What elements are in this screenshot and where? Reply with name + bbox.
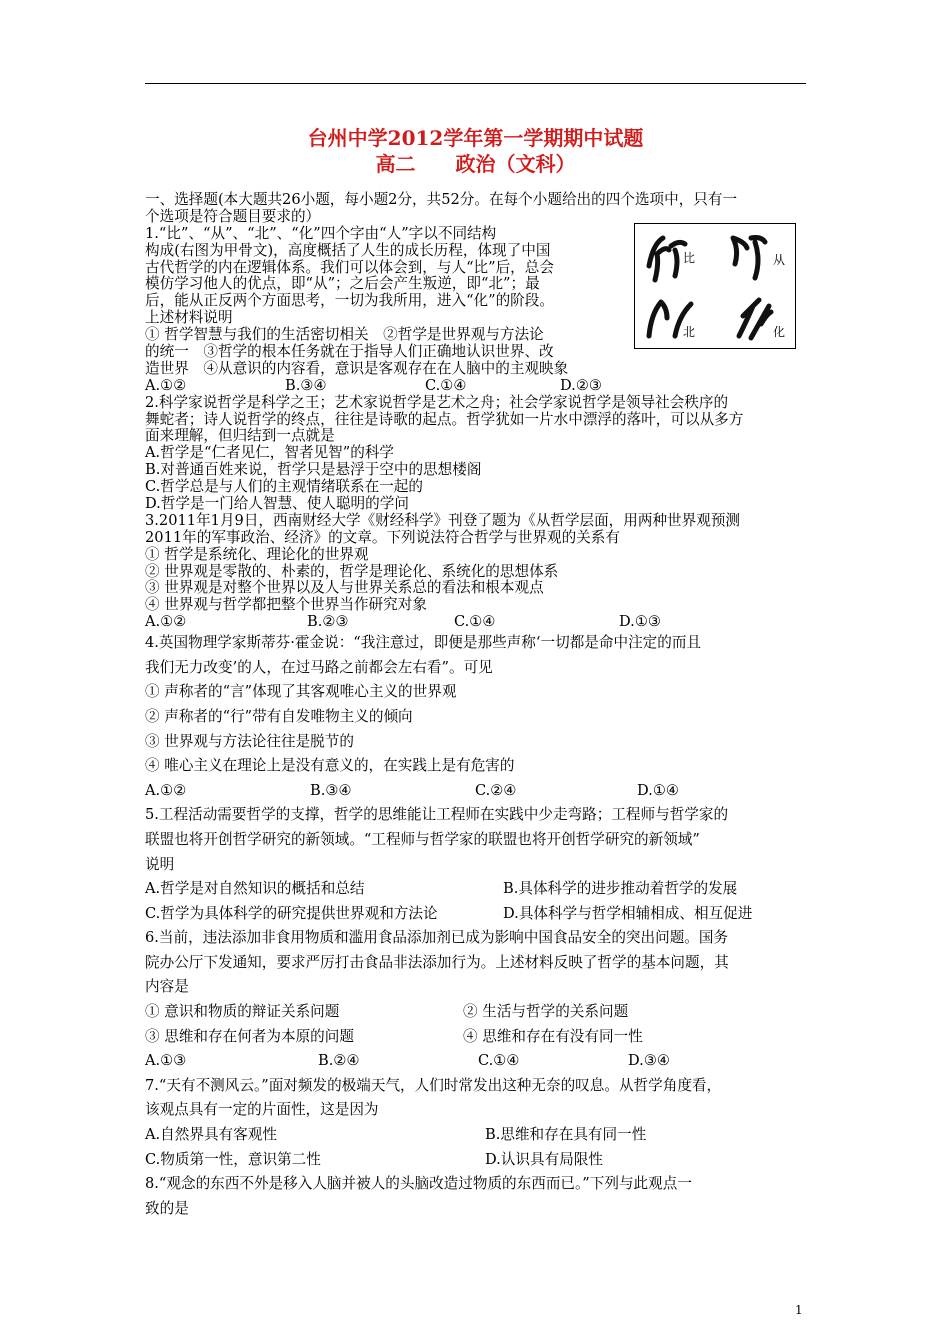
text-line: 的统一 ③哲学的根本任务就在于指导人们正确地认识世界、改 — [145, 343, 554, 361]
header-rule — [145, 83, 806, 84]
text-line: 古代哲学的内在逻辑体系。我们可以体会到，与人“比”后，总会 — [145, 258, 554, 276]
text-line: C.哲学总是与人们的主观情绪联系在一起的 — [145, 478, 423, 496]
q5-options-row — [145, 877, 806, 902]
q7-options-row — [145, 1123, 806, 1148]
q7-options-row — [145, 1148, 806, 1173]
text-line: 联盟也将开创哲学研究的新领域。“工程师与哲学家的联盟也将开创哲学研究的新领域” — [145, 830, 700, 848]
statement: ② 生活与哲学的关系问题 — [463, 1003, 629, 1021]
option: A.①② — [145, 781, 187, 799]
text-line: 一、选择题(本大题共26小题，每小题2分，共52分。在每个小题给出的四个选项中，只有一 — [145, 191, 738, 208]
statement: ③ 思维和存在何者为本原的问题 — [145, 1027, 354, 1045]
text-line: ① 哲学智慧与我们的生活密切相关 ②哲学是世界观与方法论 — [145, 326, 544, 344]
page-number: 1 — [795, 1303, 803, 1317]
text-line: 内容是 — [145, 978, 189, 996]
q6-items-row — [145, 1025, 806, 1050]
fig-label-bei: 北 — [683, 325, 696, 339]
option: D.③④ — [628, 1052, 670, 1070]
option: A.①② — [145, 376, 187, 394]
q1-options — [145, 378, 806, 395]
text-line: 7.“天有不测风云。”面对频发的极端天气，人们时常发出这种无奈的叹息。从哲学角度看， — [145, 1076, 722, 1094]
q6-items-row — [145, 1000, 806, 1025]
text-line: ④ 唯心主义在理论上是没有意义的，在实践上是有危害的 — [145, 757, 515, 775]
fig-label-cong: 从 — [773, 253, 786, 267]
option: A.自然界具有客观性 — [145, 1126, 277, 1144]
option: C.哲学为具体科学的研究提供世界观和方法论 — [145, 904, 438, 922]
exam-title: 台州中学2012学年第一学期期中试题 — [307, 126, 644, 150]
fig-label-hua: 化 — [773, 325, 786, 339]
q4-options — [145, 779, 806, 804]
exam-body — [145, 192, 806, 1221]
text-line: ④ 世界观与哲学都把整个世界当作研究对象 — [145, 596, 427, 614]
option: D.②③ — [560, 376, 602, 394]
text-line: ① 哲学是系统化、理论化的世界观 — [145, 545, 369, 563]
text-line: ② 声称者的“行”带有自发唯物主义的倾向 — [145, 707, 413, 725]
option: B.②③ — [307, 613, 349, 631]
option: B.思维和存在具有同一性 — [485, 1126, 647, 1144]
text-line: 2011年的军事政治、经济》的文章。下列说法符合哲学与世界观的关系有 — [145, 528, 620, 546]
text-line: 个选项是符合题目要求的） — [145, 207, 321, 225]
option: C.物质第一性，意识第二性 — [145, 1150, 321, 1168]
text-line: D.哲学是一门给人智慧、使人聪明的学问 — [145, 495, 409, 513]
text-line: 我们无力改变’的人，在过马路之前都会左右看”。可见 — [145, 658, 493, 676]
text-line: 8.“观念的东西不外是移入人脑并被人的头脑改造过物质的东西而已。”下列与此观点一 — [145, 1175, 692, 1193]
option: B.②④ — [318, 1052, 360, 1070]
q6-options — [145, 1049, 806, 1074]
text-line: 构成(右图为甲骨文)，高度概括了人生的成长历程，体现了中国 — [145, 241, 551, 259]
text-line: 说明 — [145, 855, 175, 873]
option: C.①④ — [454, 613, 496, 631]
text-line: 2.科学家说哲学是科学之王；艺术家说哲学是艺术之舟；社会学家说哲学是领导社会秩序的 — [145, 393, 729, 411]
text-line: A.哲学是“仁者见仁，智者见智”的科学 — [145, 444, 395, 462]
option: C.①④ — [478, 1052, 520, 1070]
option: B.具体科学的进步推动着哲学的发展 — [503, 880, 738, 898]
text-line: 上述材料说明 — [145, 309, 233, 327]
option: D.①③ — [619, 613, 661, 631]
text-line: 舞蛇者；诗人说哲学的终点，往往是诗歌的起点。哲学犹如一片水中漂浮的落叶，可以从多方 — [145, 410, 744, 428]
q3-options — [145, 614, 806, 631]
text-line: 院办公厅下发通知，要求严厉打击食品非法添加行为。上述材料反映了哲学的基本问题，其 — [145, 953, 729, 971]
text-line: 3.2011年1月9日，西南财经大学《财经科学》刊登了题为《从哲学层面，用两种世界观预测 — [145, 511, 741, 529]
statement: ① 意识和物质的辩证关系问题 — [145, 1003, 340, 1021]
text-line: 面来理解，但归结到一点就是 — [145, 427, 335, 445]
option: D.具体科学与哲学相辅相成、相互促进 — [503, 904, 753, 922]
text-line: 该观点具有一定的片面性，这是因为 — [145, 1101, 379, 1119]
option: A.①② — [145, 613, 187, 631]
option: C.②④ — [475, 781, 517, 799]
option: B.③④ — [310, 781, 352, 799]
text-line: 致的是 — [145, 1199, 189, 1217]
fig-label-bi: 比 — [683, 251, 696, 265]
statement: ④ 思维和存在有没有同一性 — [463, 1027, 643, 1045]
text-line: 后，能从正反两个方面思考，一切为我所用，进入“化”的阶段。 — [145, 292, 554, 310]
q5-options-row — [145, 902, 806, 927]
text-line: B.对普通百姓来说，哲学只是悬浮于空中的思想楼阁 — [145, 461, 482, 479]
option: C.①④ — [425, 376, 467, 394]
text-line: 1.“比”、“从”、“北”、“化”四个字由“人”字以不同结构 — [145, 224, 497, 242]
text-line: ① 声称者的“言”体现了其客观唯心主义的世界观 — [145, 683, 457, 701]
text-line: ② 世界观是零散的、朴素的，哲学是理论化、系统化的思想体系 — [145, 562, 559, 580]
text-line: 6.当前，违法添加非食用物质和滥用食品添加剂已成为影响中国食品安全的突出问题。国务 — [145, 929, 729, 947]
option: D.认识具有局限性 — [485, 1150, 603, 1168]
option: D.①④ — [637, 781, 679, 799]
text-line: 5.工程活动需要哲学的支撑，哲学的思维能让工程师在实践中少走弯路；工程师与哲学家的 — [145, 806, 729, 824]
text-line: 4.英国物理学家斯蒂芬·霍金说：“我注意过，即便是那些声称‘一切都是命中注定的而且 — [145, 634, 702, 652]
text-line: 模仿学习他人的优点，即“从”；之后会产生叛逆，即“北”；最 — [145, 275, 540, 293]
option: A.哲学是对自然知识的概括和总结 — [145, 880, 365, 898]
exam-subtitle: 高二 政治（文科） — [375, 152, 576, 176]
option: A.①③ — [145, 1052, 187, 1070]
text-line: ③ 世界观与方法论往往是脱节的 — [145, 732, 354, 750]
option: B.③④ — [285, 376, 327, 394]
text-line: ③ 世界观是对整个世界以及人与世界关系总的看法和根本观点 — [145, 579, 544, 597]
text-line: 造世界 ④从意识的内容看，意识是客观存在在人脑中的主观映象 — [145, 359, 569, 377]
